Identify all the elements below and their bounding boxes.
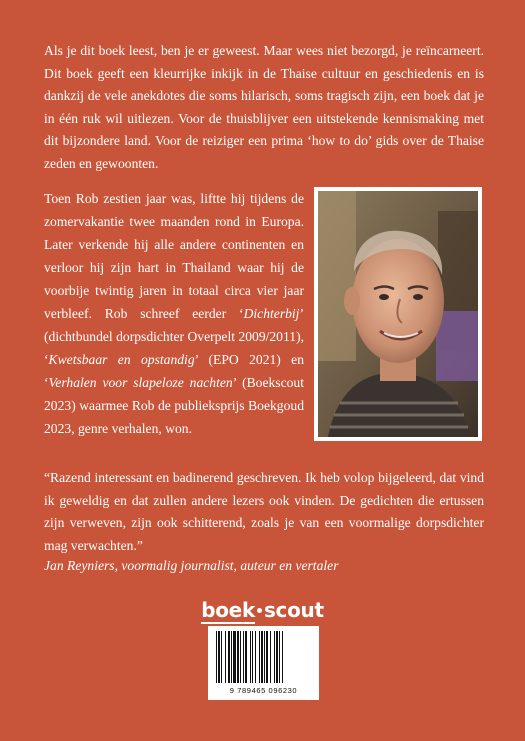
bio-title-verhalen: Verhalen voor slapeloze nachten bbox=[48, 375, 233, 390]
barcode-bar bbox=[216, 631, 217, 683]
barcode-bar bbox=[233, 631, 236, 683]
review-quote: “Razend interessant en badinerend geschreven. Ik heb volop bijgeleerd, dat vind ik geweldig en dat zullen andere lezers ook vinden. De gedichten die ertussen zijn verweven, zijn ook schitterend, zoals je van een voormalige dorpsdichter mag verwachten.” bbox=[44, 470, 484, 553]
author-photo bbox=[314, 187, 482, 441]
barcode-bar bbox=[218, 631, 220, 683]
barcode-bar bbox=[266, 631, 268, 683]
barcode-bar bbox=[250, 631, 251, 683]
barcode-bar bbox=[270, 631, 271, 683]
barcode-bar bbox=[237, 631, 239, 683]
barcode-bar bbox=[282, 631, 283, 683]
barcode-bar bbox=[228, 631, 230, 683]
bio-text-2: ’ (dichtbundel dorpsdichter Overpelt 2009/2011), ‘ bbox=[44, 306, 304, 367]
barcode-bar bbox=[231, 631, 232, 683]
bio-title-kwetsbaar: Kwetsbaar en opstandig bbox=[48, 352, 195, 367]
bio-text-4: ’ (Boekscout 2023) waarmee Rob de publieksprijs Boekgoud 2023, genre verhalen, won. bbox=[44, 375, 304, 436]
bio-title-dichterbij: Dichterbij bbox=[243, 306, 300, 321]
barcode-bar bbox=[259, 631, 260, 683]
bio-text-3: ’ (EPO 2021) en ‘ bbox=[44, 352, 305, 390]
barcode-bar bbox=[264, 631, 265, 683]
barcode-bar bbox=[261, 631, 263, 683]
barcode-bar bbox=[240, 631, 241, 683]
author-bio bbox=[44, 187, 304, 440]
publisher-logo-part2: scout bbox=[263, 598, 324, 622]
barcode-bars bbox=[214, 631, 313, 689]
barcode-bar bbox=[225, 631, 226, 683]
quote-attribution: Jan Reyniers, voormalig journalist, auteur en vertaler bbox=[44, 558, 339, 573]
publisher-logo bbox=[0, 598, 525, 622]
barcode-bar bbox=[279, 631, 280, 683]
barcode-bar bbox=[252, 631, 253, 683]
barcode-bar bbox=[245, 631, 247, 683]
barcode-bar bbox=[255, 631, 256, 683]
publisher-logo-part1: boek bbox=[201, 598, 255, 622]
bio-text-1: Toen Rob zestien jaar was, liftte hij tijdens de zomervakantie twee maanden rond in Europa. Later verkende hij alle andere continenten en verloor hij zijn hart in Thailand waar hij de voorbije twintig jaren in totaal circa vier jaar verbleef. Rob schreef eerder ‘ bbox=[44, 191, 304, 321]
isbn-number: 9 789465 096230 bbox=[229, 686, 298, 695]
barcode-bar bbox=[274, 631, 275, 683]
author-portrait-illustration bbox=[318, 191, 478, 437]
publisher-logo-dot bbox=[257, 608, 262, 613]
intro-paragraph: Als je dit boek leest, ben je er geweest. Maar wees niet bezorgd, je reïncarneert. Dit boek geeft een kleurrijke inkijk in de Thaise cultuur en geschiedenis en is dankzij de vele anekdotes die soms hilarisch, soms tragisch zijn, een boek dat je in één ruk wil uitlezen. Voor de thuisblijver een uitstekende kennismaking met dit bijzondere land. Voor de reiziger een prima ‘how to do’ gids over de Thaise zeden en gewoonten. bbox=[44, 43, 484, 171]
barcode-bar bbox=[276, 631, 278, 683]
barcode-bar bbox=[221, 631, 222, 683]
barcode-bar bbox=[243, 631, 244, 683]
